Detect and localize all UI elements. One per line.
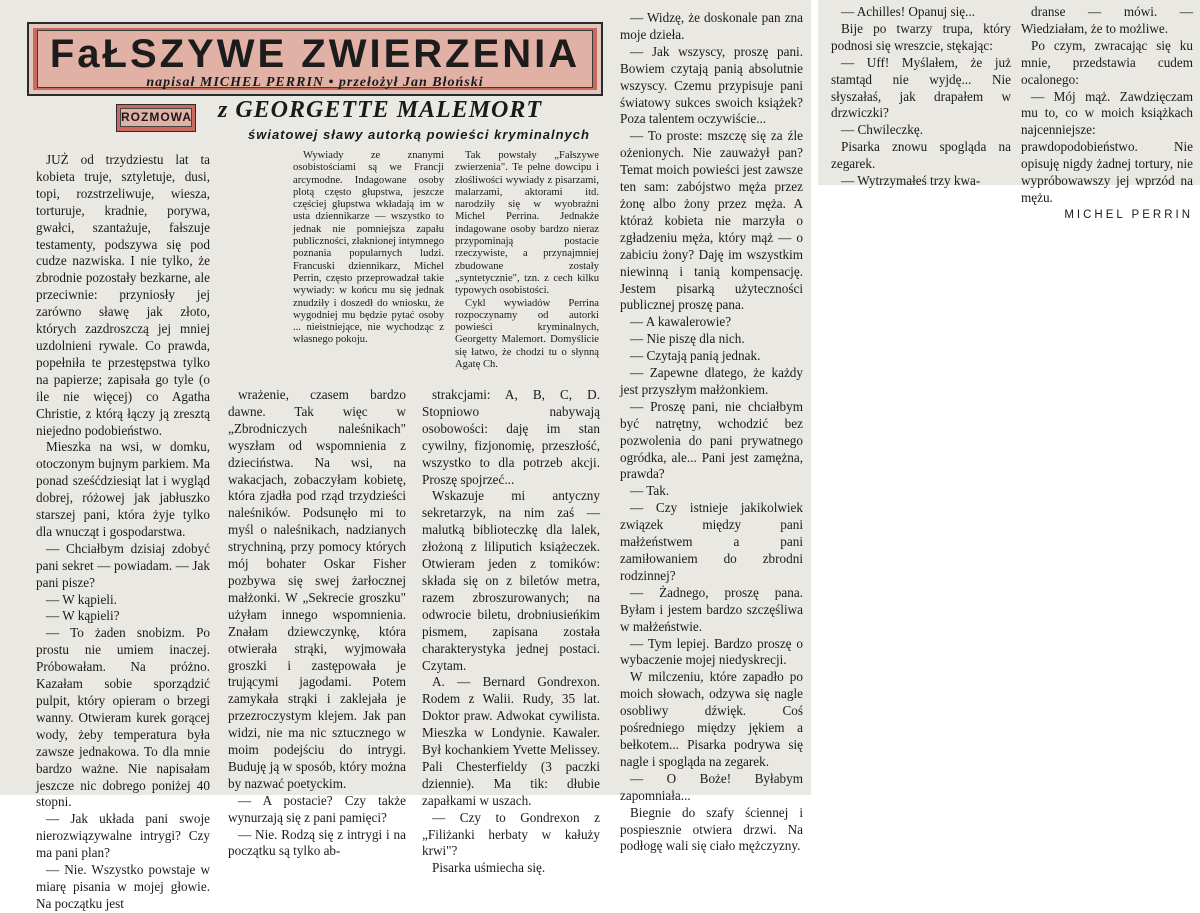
article-paragraph: — W kąpieli. xyxy=(46,591,117,607)
article-paragraph: — Czy istnieje jakikolwiek związek między pani małżeństwem a pani zamiłowaniem do zbrodni rodzinnej? xyxy=(620,500,803,583)
continuation-column-2 xyxy=(1021,4,1193,224)
article-paragraph: Bije po twarzy trupa, który podnosi się wreszcie, stękając: xyxy=(831,20,1011,53)
article-paragraph: Wskazuje mi antyczny sekretarzyk, na nim zaś — malutką biblioteczkę dla lalek, złożoną z liliputich książeczek. Otwieram jeden z tomików: składa się on z biletów metra, razem zbroszurowanych; na odwrocie biletu, drobniusieńkim pismem, zapisana została charakterystyka jednej postaci. Czytam. xyxy=(422,488,600,673)
title-banner-inner xyxy=(37,30,593,88)
article-paragraph: — Tym lepiej. Bardzo proszę o wybaczenie mojej niedyskrecji. xyxy=(620,635,803,668)
article-title: FaŁSZYWE ZWIERZENIA xyxy=(49,32,581,76)
article-paragraph: — O Boże! Byłabym zapomniała... xyxy=(620,770,803,803)
section-badge xyxy=(116,104,196,132)
article-paragraph: W milczeniu, które zapadło po moich słowach, odzywa się nagle osobliwy dźwięk. Coś pośredniego między jękiem a bełkotem... Pisarka podrywa się nagle i spogląda na zegarek. xyxy=(620,669,803,769)
article-paragraph: — Czytają panią jednak. xyxy=(630,348,761,364)
intro-column-1 xyxy=(293,150,444,347)
continuation-column-1 xyxy=(831,4,1011,190)
intro-paragraph: Tak powstały „Fałszywe zwierzenia". Te pełne dowcipu i złośliwości wywiady z pisarzami, malarzami, aktorami itd. narodziły się w wyobraźni Michel Perrina. Jednakże indagowane osoby bardzo nieraz przypominają postacie rzeczywiste, a przynajmniej zbudowane zostały „syntetycznie", tzn. z cech kilku typowych osobistości. xyxy=(455,150,599,297)
intro-column-2 xyxy=(455,150,599,371)
article-paragraph: — A postacie? Czy także wynurzają się z pani pamięci? xyxy=(228,792,406,825)
article-paragraph: — Proszę pani, nie chciałbym być natrętny, wchodzić bez pozwolenia do pani prywatnego ogródka, ale... Pani jest zamężna, prawda? xyxy=(620,398,803,482)
article-paragraph: — Chciałbym dzisiaj zdobyć pani sekret — powiadam. — Jak pani pisze? xyxy=(36,540,210,590)
article-paragraph: — Jak wszyscy, proszę pani. Bowiem czytają panią absolutnie wszyscy. Czemu przypisuje pani światowy sukces swoich książek? Poza talentem oczywiście... xyxy=(620,43,803,127)
article-paragraph: Pisarka uśmiecha się. xyxy=(432,860,546,876)
article-paragraph: — Achilles! Opanuj się... xyxy=(841,4,976,19)
article-paragraph: — Jak układa pani swoje nierozwiązywalne intrygi? Czy ma pani plan? xyxy=(36,811,210,861)
article-paragraph: — Uff! Myślałem, że już stamtąd nie wyjdę... Nie słyszałaś, jak drapałem w drzwiczki? xyxy=(831,54,1011,121)
article-paragraph: — Nie. Rodzą się z intrygi i na początku są tylko ab- xyxy=(228,826,406,859)
article-paragraph: — Tak. xyxy=(630,483,670,499)
interview-subline: światowej sławy autorką powieści kryminalnych xyxy=(248,127,590,142)
article-paragraph: A. — Bernard Gondrexon. Rodem z Walii. Rudy, 35 lat. Doktor praw. Adwokat cywilista. Mieszka w Londynie. Kawaler. Był kochankiem Yvette Melissey. Pali Chesterfieldy (3 paczki dziennie). Ma tik: dłubie zapałkami w uszach. xyxy=(422,674,600,808)
article-paragraph: — Czy to Gondrexon z „Filiżanki herbaty w kałuży krwi"? xyxy=(422,809,600,859)
article-paragraph: — Nie. Wszystko powstaje w miarę pisania w mojej głowie. Na początku jest xyxy=(36,862,210,911)
intro-paragraph: Cykl wywiadów Perrina rozpoczynamy od autorki powieści kryminalnych, Georgetty Malemort. Domyślicie się łatwo, że chodzi tu o słynną Agatę Ch. xyxy=(455,297,599,371)
article-column-1 xyxy=(36,152,210,913)
article-paragraph: Mieszka na wsi, w domku, otoczonym bujnym parkiem. Ma ponad sześćdziesiąt lat i wygląd dobrej, różowej jak jabłuszko starszej pani, która żyje tylko dla wnucząt i gospodarstwa. xyxy=(36,439,210,539)
page-gutter xyxy=(811,0,818,795)
article-paragraph: Biegnie do szafy ściennej i pospiesznie otwiera drzwi. Na podłogę wali się ciało mężczyzny. xyxy=(620,804,803,854)
article-paragraph: — To żaden snobizm. Po prostu nie umiem inaczej. Próbowałam. Na próżno. Kazałam sobie sporządzić pulpit, który opieram o brzegi wanny. Otwieram kurek gorącej wody, żeby temperatura była zawsze jednakowa. To dla mnie bardzo ważne. Nie napisałam jeszcze nic dobrego poniżej 40 stopni. xyxy=(36,625,210,810)
interview-subtitle: z GEORGETTE MALEMORT xyxy=(218,97,543,123)
article-paragraph: — Widzę, że doskonale pan zna moje dzieła. xyxy=(620,10,803,42)
article-paragraph: — Mój mąż. Zawdzięczam mu to, co w moich książkach najcenniejsze: prawdopodobieństwo. Nie opisuję nigdy żadnej tortury, nie wypróbowawszy jej wprzód na mężu. xyxy=(1021,88,1193,205)
article-column-3 xyxy=(422,387,600,877)
title-banner xyxy=(27,22,603,96)
continuation-clipping xyxy=(818,0,1200,221)
article-paragraph: wrażenie, czasem bardzo dawne. Tak więc w „Zbrodniczych naleśnikach" wyszłam od wspomnienia z dzieciństwa. Na wsi, na wakacjach, zobaczyłam kobietę, która zjadła pod rząd trzydzieści naleśników. Podsunęło mi to myśl o naleśnikach, nadzianych strychniną, przy pomocy których mój bohater Oskar Fisher pozbywa się swej żarłocznej małżonki. W „Sekrecie groszku" użyłam innego wspomnienia. Znałam dziewczynkę, która otwierała strąki, wyjmowała groszki i zastępowała je trującymi jagodami. Potem zamykała strąki i zaklejała je przezroczystym klejem. Jak pan widzi, nie ma nic sztucznego w moim podejściu do intrygi. Buduję ją w sposób, który można by nazwać poetyckim. xyxy=(228,387,406,791)
article-paragraph: — Nie piszę dla nich. xyxy=(630,331,745,347)
article-paragraph: — Zapewne dlatego, że każdy jest przyszłym małżonkiem. xyxy=(620,365,803,397)
intro-paragraph: Wywiady ze znanymi osobistościami są we Francji arcymodne. Indagowane osoby plotą często głupstwa, jeszcze częściej głupstwa wkładają im w usta dziennikarze — wszystko to jednak nie pomniejsza zapału publiczności, złaknionej intymnego poznania popularnych ludzi. Francuski dziennikarz, Michel Perrin, często przeprowadzał takie wywiady: w końcu mu się jednak znudziły i doszedł do wniosku, że wygodniej mu będzie pytać osoby ... nieistniejące, nie wychodząc z własnego pokoju. xyxy=(293,150,444,346)
article-paragraph: — W kąpieli? xyxy=(46,608,120,624)
article-paragraph: — Wytrzymałeś trzy kwa- xyxy=(841,173,981,189)
article-column-2 xyxy=(228,387,406,860)
article-paragraph: — Chwileczkę. xyxy=(841,122,924,138)
article-paragraph: strakcjami: A, B, C, D. Stopniowo nabywają osobowości: daję im stan cywilny, fizjonomię, przeszłość, wszystko to dla potrzeb akcji. Proszę spojrzeć... xyxy=(422,387,600,487)
article-paragraph: — A kawalerowie? xyxy=(630,314,732,330)
section-badge-label: ROZMOWA xyxy=(120,108,192,127)
byline: napisał MICHEL PERRIN • przełożył Jan Błoński xyxy=(146,75,484,90)
article-paragraph: Pisarka znowu spogląda na zegarek. xyxy=(831,139,1011,172)
article-paragraph: — To proste: mszczę się za źle ożenionych. Nie zauważył pan? Temat moich powieści jest zawsze ten sam: zabójstwo męża przez żonę albo żony przez męża. A któraż kobieta nie marzyła o zgładzeniu męża, który mąż — o zabiciu żony? Daję im wszystkim niewinną i tanią kompensację. Jestem pisarką użyteczności publicznej proszę pana. xyxy=(620,128,803,313)
author-signature: MICHEL PERRIN xyxy=(1064,208,1193,221)
article-paragraph: — Żadnego, proszę pana. Byłam i jestem bardzo szczęśliwa w małżeństwie. xyxy=(620,584,803,634)
article-paragraph: JUŻ od trzydziestu lat ta kobieta truje, sztyletuje, dusi, topi, rozstrzeliwuje, wiesza, torturuje, kradnie, porywa, gwałci, szantażuje, fałszuje testamenty, podszywa się pod cudze nazwiska. I nie tylko, że zbrodnie pozostały bezkarne, ale przeciwnie: przyniosły jej zarówno sławę jak złoto, których zazdroszczą jej mniej uzdolnieni rywale. Co prawda, popełniła te przestępstwa tylko na papierze; zapisała go tyle (o ile nie więcej) co Agatha Christie, z którą łączy ją zresztą niejedno podobieństwo. xyxy=(36,152,210,438)
article-paragraph: dranse — mówi. — Wiedziałam, że to możliwe. xyxy=(1021,4,1193,36)
article-column-4 xyxy=(620,10,803,855)
article-paragraph: Po czym, zwracając się ku mnie, przedstawia cudem ocalonego: xyxy=(1021,37,1193,87)
